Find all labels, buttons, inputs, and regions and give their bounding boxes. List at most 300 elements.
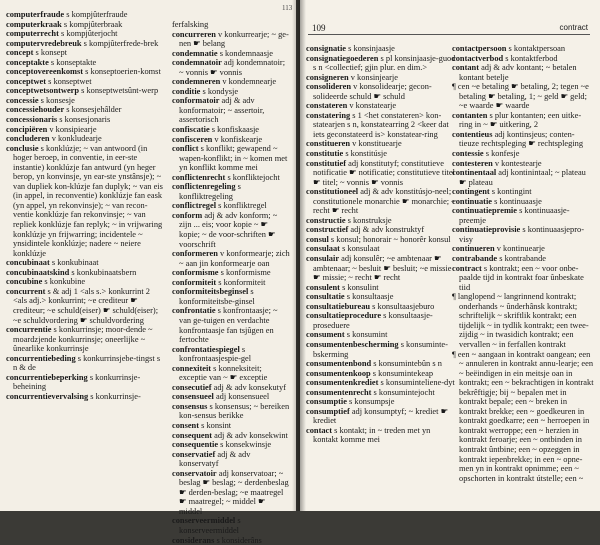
dictionary-entry bbox=[172, 392, 290, 402]
dictionary-entry bbox=[172, 49, 290, 59]
definition: adj & adv konstruktyf bbox=[348, 225, 425, 235]
dictionary-entry bbox=[172, 383, 290, 393]
dictionary-entry bbox=[452, 159, 594, 169]
spine-mark: 113 bbox=[282, 4, 293, 12]
definition: v kontinuearje bbox=[494, 244, 545, 254]
headword: computerkraak bbox=[6, 19, 62, 29]
definition: s konfrontaasjespie-gel bbox=[179, 344, 252, 364]
dictionary-entry bbox=[306, 330, 456, 340]
headword: conclusie bbox=[6, 143, 39, 153]
definition: adj konservatoar; ~ beslag ☛ beslag; ~ derdenbeslag ☛ derden-beslag; ~e maatregel ☛ maatregel; ~ middel ☛ middel bbox=[179, 468, 289, 516]
headword: condemneren bbox=[172, 77, 221, 87]
dictionary-entry bbox=[6, 20, 166, 30]
definition: adj kontinsjeus; conten-tieuze rechtspleging ☛ rechtspleging bbox=[459, 129, 584, 149]
dictionary-entry bbox=[6, 134, 166, 144]
definition: s konsesjehâlder bbox=[64, 105, 122, 115]
definition: s konsulaat bbox=[339, 244, 380, 254]
definition: s konsekwinsje bbox=[218, 440, 272, 450]
headword: consulent bbox=[306, 282, 340, 292]
dictionary-entry bbox=[306, 44, 456, 54]
headword: considerans bbox=[172, 535, 215, 545]
headword: conservatoir bbox=[172, 468, 217, 478]
headword: conformiteitsbeginsel bbox=[172, 287, 249, 297]
definition: s konsensus; ~ bereiken kon-sensus berikke bbox=[179, 401, 290, 421]
definition: s konsesje bbox=[38, 95, 75, 105]
dictionary-entry bbox=[306, 407, 456, 426]
dictionary-entry bbox=[452, 350, 594, 484]
headword: constructie bbox=[306, 215, 346, 225]
dictionary-entry bbox=[172, 421, 290, 431]
headword: consumentenkrediet bbox=[306, 378, 379, 388]
headword: concurrentiebeperking bbox=[6, 372, 88, 382]
definition: s konkubinaat bbox=[49, 258, 99, 268]
definition: s konkubine bbox=[42, 277, 86, 287]
definition: s konsuminteliene-dyt bbox=[378, 378, 455, 388]
headword: concluderen bbox=[6, 134, 50, 144]
dictionary-entry bbox=[452, 187, 594, 197]
headword: consensus bbox=[172, 401, 208, 411]
headword: connexiteit bbox=[172, 363, 212, 373]
definition: s konsultaasje bbox=[344, 292, 394, 302]
definition: s konformiteit bbox=[216, 277, 266, 287]
definition: ferfalsking bbox=[172, 20, 209, 29]
dictionary-entry bbox=[172, 287, 290, 306]
dictionary-entry bbox=[306, 311, 456, 330]
dictionary-entry bbox=[172, 144, 290, 173]
headword: constateren bbox=[306, 101, 348, 111]
definition: ¶ cen ~e betaling ☛ betaling, 2; tegen ~e betaling ☛ betaling, 1; ~ geld ☛ geld; ~e waarde ☛ waarde bbox=[452, 82, 589, 111]
headword: contanten bbox=[452, 110, 488, 120]
headword: conflict bbox=[172, 144, 199, 154]
dictionary-entry bbox=[6, 48, 166, 58]
definition: s kontaktpersoan bbox=[506, 44, 566, 53]
dictionary-entry bbox=[6, 67, 166, 77]
definition: s kontinuaasjepro-visy bbox=[459, 225, 584, 244]
headword: contessie bbox=[452, 149, 484, 159]
header-rule bbox=[308, 34, 590, 35]
definition: s kontaktferbod bbox=[503, 53, 558, 63]
running-head: contract bbox=[559, 23, 588, 32]
headword: conformeren bbox=[172, 249, 218, 259]
dictionary-entry bbox=[6, 373, 166, 392]
dictionary-entry bbox=[172, 536, 290, 545]
definition: v konfiskearje bbox=[212, 134, 263, 144]
definition: s plur kontanten; een uitke-ring in ~ ☛ uitkering, 2 bbox=[459, 110, 582, 130]
headword: contract bbox=[452, 263, 482, 273]
dictionary-entry bbox=[172, 77, 290, 87]
dictionary-entry bbox=[6, 96, 166, 106]
definition: s kompjûterfrede-brek bbox=[81, 38, 159, 48]
dictionary-entry bbox=[306, 244, 456, 254]
headword: confiscatie bbox=[172, 125, 210, 135]
definition: adj & adv konsekwint bbox=[212, 430, 288, 440]
definition: s kompjûterfraude bbox=[64, 10, 128, 19]
dictionary-entry bbox=[306, 397, 456, 407]
page-number: 109 bbox=[312, 23, 326, 33]
definition: v kontestearje bbox=[492, 158, 542, 168]
dictionary-entry bbox=[6, 77, 166, 87]
definition: adj konsumptyf; ~ krediet ☛ krediet bbox=[313, 406, 449, 426]
definition: v konsinjearje bbox=[348, 72, 398, 82]
headword: concessie bbox=[6, 95, 39, 105]
headword: conform bbox=[172, 210, 203, 220]
dictionary-entry bbox=[306, 216, 456, 226]
dictionary-entry bbox=[452, 168, 594, 187]
headword: consequentie bbox=[172, 440, 219, 450]
definition: s & adj 1 <als s.> konkurrint 2 <als adj.> konkurrint; ~e crediteur ☛ crediteur; ~e schuld(eiser) ☛ schuld(eiser); ~e schuldvordering ☛ schuldvordering bbox=[13, 286, 159, 325]
headword: contingent bbox=[452, 187, 490, 197]
dictionary-entry bbox=[306, 159, 456, 188]
dictionary-entry bbox=[172, 173, 290, 183]
definition: s kontakt; in ~ treden met yn kontakt komme mei bbox=[313, 425, 431, 445]
headword: computerrecht bbox=[6, 29, 59, 39]
dictionary-entry bbox=[6, 287, 166, 325]
definition: s konkurrinsje; moor-dende ~ moardzjende konkurrinsje; oneerlijke ~ ûnearlike konkurrinsje bbox=[13, 325, 153, 354]
headword: conceptovereenkomst bbox=[6, 67, 84, 77]
headword: consul bbox=[306, 234, 329, 244]
headword: consignatiegoederen bbox=[306, 53, 379, 63]
dictionary-entry bbox=[172, 30, 290, 49]
definition: s konformiteitsbe-ginsel bbox=[179, 287, 255, 306]
definition: s konsumint bbox=[344, 330, 388, 340]
headword: concept bbox=[6, 48, 34, 58]
headword: confisceren bbox=[172, 134, 213, 144]
dictionary-entry bbox=[6, 354, 166, 373]
dictionary-entry bbox=[172, 96, 290, 125]
definition: adj kondemnatoir; ~ vonnis ☛ vonnis bbox=[179, 58, 286, 77]
definition: adj & adv konservatyf bbox=[179, 449, 251, 469]
definition: s kompjûterbraak bbox=[61, 19, 123, 29]
definition: s konstruksje bbox=[345, 215, 392, 225]
headword: concubine bbox=[6, 277, 43, 287]
headword: consequent bbox=[172, 430, 213, 440]
definition: adj kontinintaal; ~ plateau ☛ plateau bbox=[459, 168, 586, 187]
definition: s konsulint bbox=[339, 282, 379, 292]
definition: adj & adv konform; ~ zijn ... eis; voor kopie ~ ☛ kopie; ~ de voor-schriften ☛ voorschrift bbox=[179, 210, 278, 249]
dictionary-entry bbox=[172, 469, 290, 517]
headword: concurrentie bbox=[6, 325, 52, 335]
dictionary-entry bbox=[306, 369, 456, 379]
dictionary-entry bbox=[306, 54, 456, 73]
headword: concessiehouder bbox=[6, 105, 65, 115]
dictionary-entry bbox=[172, 364, 290, 383]
headword: concurrentiebeding bbox=[6, 353, 76, 363]
headword: constitueren bbox=[306, 139, 351, 149]
dictionary-entry bbox=[6, 10, 166, 20]
dictionary-entry bbox=[172, 268, 290, 278]
definition: s konsultaasje-proseduere bbox=[313, 311, 433, 330]
headword: consumentenbescherming bbox=[306, 339, 399, 349]
definition: s konsesjonaris bbox=[57, 115, 111, 125]
headword: consulaat bbox=[306, 244, 340, 254]
dictionary-entry bbox=[452, 44, 594, 54]
definition: v konstatearje bbox=[347, 101, 397, 111]
dictionary-entry bbox=[306, 340, 456, 359]
dictionary-entry bbox=[172, 182, 290, 201]
dictionary-entry bbox=[452, 54, 594, 64]
dictionary-entry bbox=[6, 105, 166, 115]
definition: ¶ langlopend ~ langrinnend kontrakt; onderhands ~ ûnderhânsk kontrakt; schriftelijk ~ skriftlik kontrakt; een tijdelijk ~ in tydlik kontrakt; een twee-zijdig ~ in twasidich kontrakt; een vervallen ~ in ferfallen kontrakt bbox=[452, 292, 589, 349]
dictionary-entry bbox=[172, 516, 290, 535]
headword: confrontatiespiegel bbox=[172, 344, 240, 354]
definition: adj & adv konsekutyf bbox=[211, 382, 286, 392]
dictionary-entry bbox=[172, 87, 290, 97]
definition: s konflikt; gewapend ~ wapen-konflikt; in ~ komen met yn konflikt komme mei bbox=[179, 144, 288, 173]
dictionary-entry bbox=[452, 264, 594, 293]
headword: conceptwetsontwerp bbox=[6, 86, 80, 96]
definition: s konneksiteit; exceptie van ~ ☛ exceptie bbox=[179, 363, 268, 383]
definition: s konkurrinsje-beheining bbox=[13, 372, 141, 392]
dictionary-entry bbox=[452, 225, 594, 244]
dictionary-entry bbox=[306, 359, 456, 369]
dictionary-entry bbox=[172, 345, 290, 364]
headword: consumptief bbox=[306, 406, 350, 416]
headword: consensueel bbox=[172, 392, 214, 402]
definition: s konsinjaasje bbox=[346, 44, 395, 53]
definition: adj konstitutyf; constitutieve notificatie ☛ notificatie; constitutieve titel ☛ titel; ~ vonnis ☛ vonnis bbox=[313, 158, 455, 187]
right-page bbox=[300, 0, 600, 511]
definition: s konseptakte bbox=[48, 57, 97, 67]
headword: continueren bbox=[452, 244, 495, 254]
dictionary-entry bbox=[452, 292, 594, 349]
headword: concubinaat bbox=[6, 258, 50, 268]
headword: concessionaris bbox=[6, 115, 58, 125]
dictionary-entry bbox=[306, 378, 456, 388]
definition: v konkludearje bbox=[49, 134, 102, 144]
definition: s konstitúsje bbox=[343, 149, 387, 159]
definition: adj & adv konformatoir; ~ assertoir, assertorisch bbox=[179, 96, 265, 125]
dictionary-entry bbox=[306, 73, 456, 83]
dictionary-entry bbox=[452, 206, 594, 225]
headword: confrontatie bbox=[172, 306, 216, 316]
dictionary-entry bbox=[6, 58, 166, 68]
dictionary-entry bbox=[172, 440, 290, 450]
definition: s pl konsinjaasje-guod s n <collectief; gjin plur. en dim.> bbox=[313, 53, 456, 73]
definition: s kontinuaasje-preemje bbox=[459, 206, 570, 225]
headword: conformisme bbox=[172, 268, 219, 278]
dictionary-entry bbox=[306, 302, 456, 312]
definition: s konsumpsje bbox=[346, 397, 395, 407]
definition: s konfliktregel bbox=[216, 201, 267, 211]
dictionary-entry bbox=[6, 39, 166, 49]
headword: concurreren bbox=[172, 29, 216, 39]
definition: s konkurrinsje- bbox=[88, 391, 141, 401]
definition: s konsuminte-bskerming bbox=[313, 339, 448, 359]
dictionary-entry bbox=[172, 135, 290, 145]
headword: condemnatoir bbox=[172, 58, 222, 68]
dictionary-entry bbox=[6, 144, 166, 259]
headword: continuatieprovisie bbox=[452, 225, 521, 235]
dictionary-entry bbox=[172, 431, 290, 441]
dictionary-entry bbox=[6, 392, 166, 402]
dictionary-entry bbox=[6, 29, 166, 39]
definition: s kompjûterjocht bbox=[58, 29, 118, 39]
headword: consecutief bbox=[172, 382, 212, 392]
definition: s konkurrinsjebe-tingst s n & de bbox=[13, 353, 161, 373]
dictionary-entry bbox=[6, 325, 166, 354]
definition: s kontingint bbox=[489, 187, 532, 197]
headword: consignatie bbox=[306, 44, 347, 53]
headword: condemnatie bbox=[172, 48, 218, 58]
headword: constatering bbox=[306, 110, 351, 120]
headword: concubinaatskind bbox=[6, 267, 70, 277]
headword: constitutie bbox=[306, 149, 344, 159]
headword: conserveermiddel bbox=[172, 516, 236, 526]
right-column-2 bbox=[452, 44, 594, 483]
dictionary-entry bbox=[452, 254, 594, 264]
left-column-2 bbox=[172, 20, 290, 545]
dictionary-entry bbox=[452, 82, 594, 111]
dictionary-entry bbox=[452, 111, 594, 130]
headword: concurrentievervalsing bbox=[6, 391, 89, 401]
headword: concurrent bbox=[6, 286, 46, 296]
headword: contact bbox=[306, 425, 333, 435]
headword: continuatie bbox=[452, 196, 493, 206]
headword: consulair bbox=[306, 254, 340, 264]
headword: consent bbox=[172, 420, 199, 430]
definition: s kontinuaasje bbox=[492, 196, 542, 206]
definition: s konseptwet bbox=[46, 76, 92, 86]
definition: s konfrontaasje; ~ van ge-tuigen en verdachte konfrontaasje fan tsjûgen en fertochte bbox=[179, 306, 278, 345]
definition: adj konsulêr; ~e ambtenaar ☛ ambtenaar; ~ besluit ☛ besluit; ~e missie ☛ missie; ~ recht ☛ recht bbox=[313, 254, 452, 283]
definition: s konsumintejocht bbox=[371, 387, 435, 397]
definition: ¶ een ~ aangaan in kontrakt oangean; een ~ annuleren in kontrakt annu-learje; een ~ beëindigen in ein meitsje oan in kontrakt; een ~ bekrachtigen in kontrakt bekrêftigje; bij ~ bepalen met in kontrakt bepale; een ~ breken in kontrakt brekke; een ~ goedkeuren in kontrakt goedkarre; een ~ herroepen in kontrakt werroppe; een ~ herzien in kontrakt feroarje; een ~ ontbinden in kontrakt ûntbine; een ~ opzeggen in kontrakt iepenbrekke; in een ~ opne-men yn in kontrakt opnimme; een ~ opschorten in kontrakt útstelle; een ~ bbox=[452, 349, 594, 483]
dictionary-entry bbox=[306, 225, 456, 235]
dictionary-entry bbox=[172, 211, 290, 249]
dictionary-entry bbox=[172, 450, 290, 469]
dictionary-entry bbox=[306, 187, 456, 216]
dictionary-entry bbox=[172, 306, 290, 344]
definition: adj & adv konstitúsjo-neel; constitutionele monarchie ☛ monarchie; ~ recht ☛ recht bbox=[313, 187, 456, 216]
headword: constructief bbox=[306, 225, 349, 235]
dictionary-entry bbox=[306, 426, 456, 445]
page-gutter bbox=[292, 0, 306, 511]
definition: s konsept bbox=[33, 48, 67, 58]
headword: continuatiepremie bbox=[452, 206, 517, 216]
dictionary-entry bbox=[452, 149, 594, 159]
dictionary-entry bbox=[172, 58, 290, 77]
definition: s konklúzje; ~ van antwoord (in hoger beroep, in conventie, in eer-ste instantie) konklúzje fan antwurd (yn heger berop, yn konvinsje, yn ear-ste ynstânsje); ~ van dupliek kon-klúzje fan duplyk; ~ van eis (in appel, in reconventie) konklúzje fan eask (yn appel, yn rekonvinsje); ~ van recon-ventie konklúzje fan rekonvinsje; ~ van repliek konklúzje fan replyk; ~ in vrijwaring konklúzje yn frijwarring; incidentele ~ ynsidintele konklúzje; nadere ~ neiere konklúzje bbox=[13, 143, 163, 258]
dictionary-entry bbox=[306, 283, 456, 293]
definition: s konsumintekeap bbox=[370, 368, 434, 378]
headword: contrabande bbox=[452, 254, 498, 264]
dictionary-entry bbox=[172, 278, 290, 288]
dictionary-entry bbox=[6, 268, 166, 278]
headword: conformatoir bbox=[172, 96, 220, 106]
headword: consultatie bbox=[306, 292, 345, 302]
definition: v konkurrearje; ~ ge-nen ☛ belang bbox=[179, 29, 289, 49]
left-column-1 bbox=[6, 10, 166, 401]
definition: s konsumintebûn s n bbox=[371, 359, 442, 369]
headword: conditie bbox=[172, 86, 201, 96]
dictionary-entry bbox=[452, 244, 594, 254]
headword: computervredebreuk bbox=[6, 38, 82, 48]
dictionary-entry bbox=[452, 130, 594, 149]
definition: s kondemnaasje bbox=[217, 48, 273, 58]
dictionary-entry bbox=[172, 402, 290, 421]
right-column-1 bbox=[306, 44, 456, 445]
definition: v konformearje; zich ~ aan jin konformearje oan bbox=[179, 249, 290, 268]
definition: s kondysje bbox=[200, 86, 239, 96]
dictionary-entry bbox=[452, 63, 594, 82]
headword: contant bbox=[452, 63, 479, 73]
definition: s konformisme bbox=[218, 268, 271, 278]
dictionary-entry bbox=[306, 388, 456, 398]
definition: v konstituearje bbox=[350, 139, 402, 149]
definition: s konfiskaasje bbox=[209, 125, 259, 135]
dictionary-entry bbox=[172, 249, 290, 268]
definition: s konsultaasjeburo bbox=[370, 301, 435, 311]
dictionary-entry bbox=[172, 125, 290, 135]
definition: v kondemnearje bbox=[220, 77, 277, 87]
headword: contactverbod bbox=[452, 53, 504, 63]
headword: consumentenkoop bbox=[306, 368, 371, 378]
definition: s kontrabande bbox=[497, 254, 546, 264]
dictionary-entry bbox=[306, 254, 456, 283]
dictionary-entry bbox=[306, 235, 456, 245]
definition: s konfliktregeling bbox=[179, 182, 241, 201]
headword: conservatief bbox=[172, 449, 216, 459]
definition: s konsiderâns bbox=[214, 535, 262, 545]
dictionary-entry bbox=[172, 201, 290, 211]
headword: consolideren bbox=[306, 82, 351, 92]
headword: conceptwet bbox=[6, 76, 46, 86]
definition: s konkubinaatsbern bbox=[69, 267, 137, 277]
headword: constitutioneel bbox=[306, 187, 359, 197]
definition: s konseptwetsûnt-werp bbox=[79, 86, 159, 96]
dictionary-entry bbox=[306, 82, 456, 101]
definition: adj konsensueel bbox=[213, 392, 270, 402]
headword: computerfraude bbox=[6, 10, 65, 19]
headword: conceptakte bbox=[6, 57, 49, 67]
headword: conformiteit bbox=[172, 277, 217, 287]
dictionary-entry bbox=[6, 258, 166, 268]
headword: conflictenrecht bbox=[172, 172, 226, 182]
dictionary-entry bbox=[306, 139, 456, 149]
headword: concipiëren bbox=[6, 124, 48, 134]
definition: s 1 <het constateren> kon-statearjen s n, konstatearring 2 <keer dat iets geconstateerd is> konstatear-ring bbox=[313, 110, 449, 139]
definition: s kontrakt; een ~ voor onbe-paalde tijd in kontrakt foar ûnbeskate tiid bbox=[459, 263, 584, 292]
definition: adj & adv kontant; ~ betalen kontant betelje bbox=[459, 63, 577, 82]
dictionary-entry bbox=[6, 115, 166, 125]
headword: consultatieprocedure bbox=[306, 311, 382, 321]
definition: s konfesje bbox=[483, 149, 520, 159]
dictionary-entry bbox=[306, 149, 456, 159]
headword: consument bbox=[306, 330, 345, 340]
headword: contentieus bbox=[452, 129, 493, 139]
dictionary-entry bbox=[306, 292, 456, 302]
headword: continentaal bbox=[452, 168, 497, 178]
definition: v konsipiearje bbox=[47, 124, 97, 134]
dictionary-entry bbox=[6, 86, 166, 96]
definition: v konsolidearje; gecon-solideerde schuld ☛ schuld bbox=[313, 82, 432, 101]
dictionary-entry bbox=[452, 197, 594, 207]
headword: contesteren bbox=[452, 158, 493, 168]
headword: conflictenregeling bbox=[172, 182, 236, 192]
headword: consumentenrecht bbox=[306, 387, 372, 397]
headword: consumentenbond bbox=[306, 359, 372, 369]
dictionary-entry bbox=[6, 125, 166, 135]
definition: s konsul; honorair ~ honorêr konsul bbox=[328, 234, 451, 244]
headword: consultatiebureau bbox=[306, 301, 371, 311]
headword: consumptie bbox=[306, 397, 347, 407]
dictionary-entry bbox=[6, 277, 166, 287]
dictionary-entry bbox=[306, 101, 456, 111]
definition: s konsint bbox=[199, 420, 232, 430]
dictionary-entry bbox=[172, 20, 290, 30]
definition: s konseptoerien-komst bbox=[83, 67, 161, 77]
definition: s konserveermiddel bbox=[179, 516, 241, 535]
